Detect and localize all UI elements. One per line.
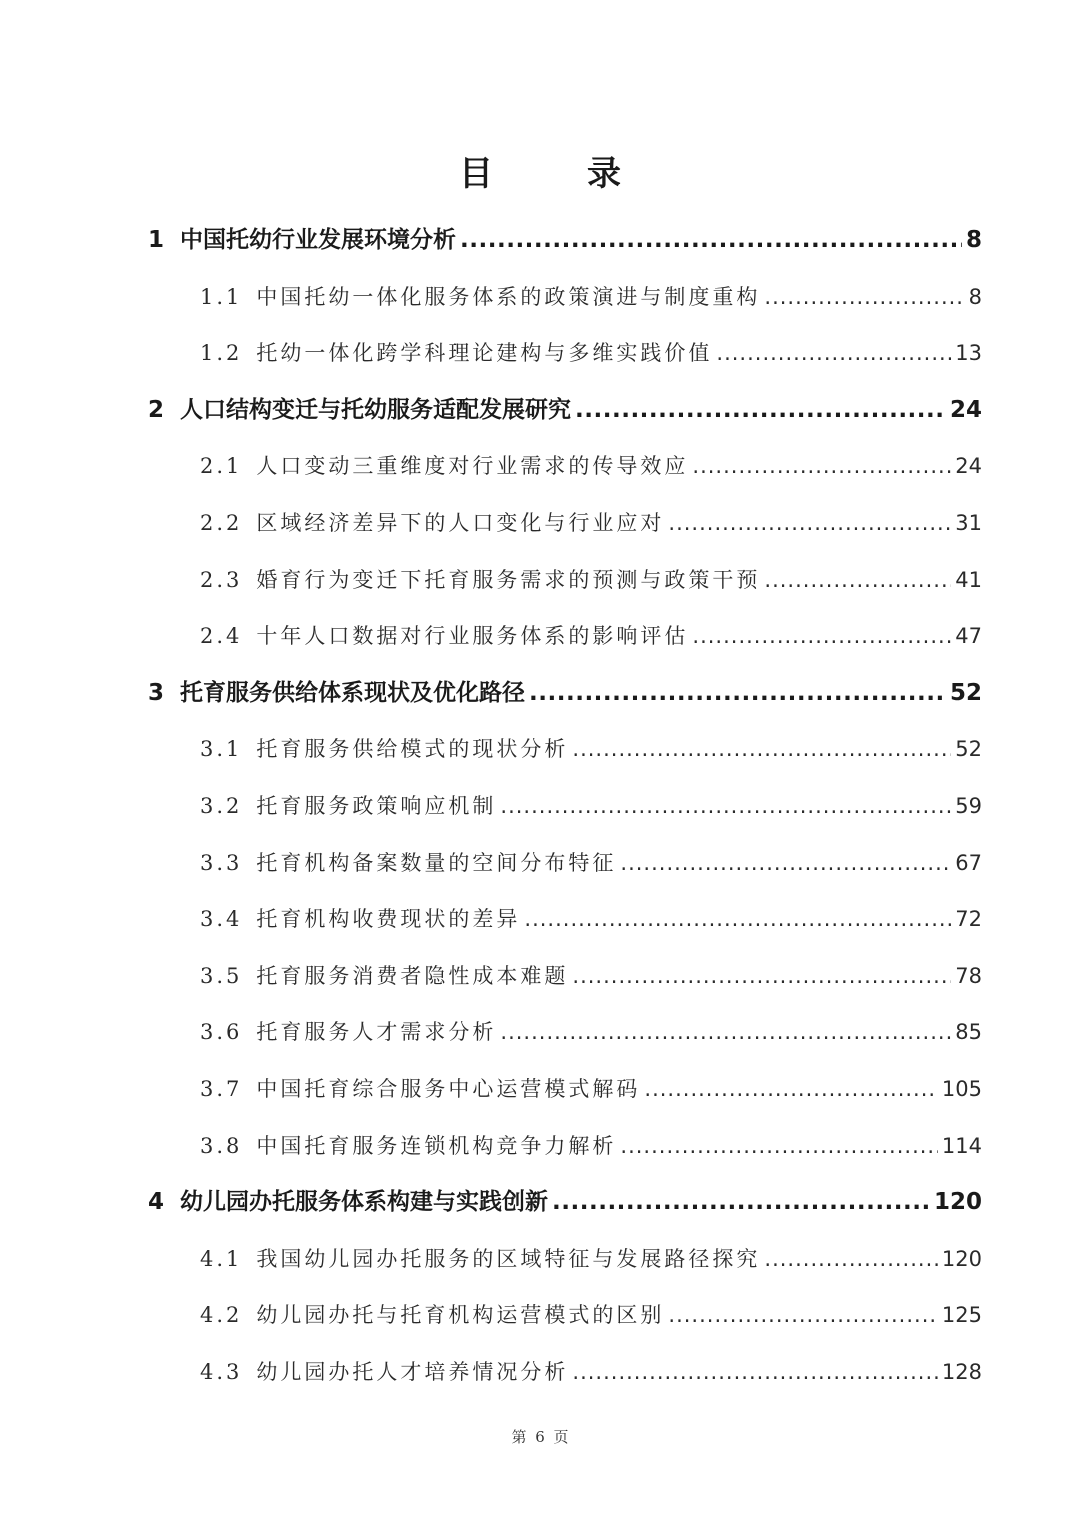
toc-dot-leader — [572, 948, 951, 1004]
toc-dot-leader — [572, 1344, 938, 1400]
toc-entry-title: 幼儿园办托与托育机构运营模式的区别 — [256, 1303, 665, 1328]
toc-entry-number: 1.2 — [200, 341, 243, 366]
toc-entry-title: 托育服务人才需求分析 — [256, 1020, 497, 1045]
toc-entry-number: 2.4 — [200, 624, 243, 649]
toc-page-number: 8 — [968, 284, 982, 309]
toc-section-entry[interactable] — [200, 1344, 982, 1400]
toc-entry-number: 3.1 — [200, 737, 243, 762]
toc-section-entry[interactable] — [200, 1004, 982, 1060]
toc-entry-title: 托育服务供给体系现状及优化路径 — [180, 679, 526, 706]
toc-chapter-entry[interactable] — [148, 1174, 982, 1230]
toc-page-number: 105 — [941, 1077, 982, 1101]
toc-entry-number: 4 — [148, 1189, 165, 1216]
toc-page-number: 78 — [955, 963, 982, 988]
toc-dot-leader — [460, 212, 962, 268]
toc-entry-number: 2.1 — [200, 454, 243, 479]
toc-section-entry[interactable] — [200, 1287, 982, 1343]
toc-entry-number: 3 — [148, 679, 165, 706]
toc-page-number: 8 — [965, 227, 982, 253]
toc-entry-number: 1.1 — [200, 284, 243, 309]
toc-dot-leader — [692, 438, 951, 494]
toc-section-entry[interactable] — [200, 891, 982, 947]
toc-section-entry[interactable] — [200, 552, 982, 608]
toc-entry-title: 区域经济差异下的人口变化与行业应对 — [256, 511, 665, 535]
toc-entry-title: 十年人口数据对行业服务体系的影响评估 — [256, 624, 689, 649]
toc-page-number: 120 — [941, 1246, 982, 1271]
toc-section-entry[interactable] — [200, 721, 982, 777]
toc-dot-leader — [764, 269, 964, 325]
toc-section-entry[interactable] — [200, 948, 982, 1004]
toc-dot-leader — [644, 1061, 938, 1117]
toc-page-number: 59 — [955, 794, 982, 818]
toc-dot-leader — [575, 382, 946, 438]
toc-dot-leader — [764, 1231, 938, 1287]
toc-entry-number: 4.2 — [200, 1303, 243, 1328]
toc-entry-title: 托育机构备案数量的空间分布特征 — [256, 850, 617, 875]
toc-dot-leader — [620, 1118, 938, 1174]
toc-dot-leader — [668, 495, 951, 551]
toc-page-number: 125 — [941, 1303, 982, 1328]
toc-dot-leader — [524, 891, 951, 947]
toc-section-entry[interactable] — [200, 778, 982, 834]
toc-page-number: 72 — [955, 907, 982, 932]
toc-entry-number: 2.3 — [200, 567, 243, 592]
toc-dot-leader — [692, 608, 951, 664]
toc-entry-title: 幼儿园办托人才培养情况分析 — [256, 1360, 569, 1384]
toc-entry-title: 婚育行为变迁下托育服务需求的预测与政策干预 — [256, 567, 761, 592]
toc-dot-leader — [529, 665, 946, 721]
toc-entry-title: 幼儿园办托服务体系构建与实践创新 — [180, 1189, 549, 1216]
toc-page-number: 31 — [955, 511, 982, 535]
toc-section-entry[interactable] — [200, 325, 982, 381]
toc-section-entry[interactable] — [200, 608, 982, 664]
toc-page-number: 67 — [955, 850, 982, 875]
toc-section-entry[interactable] — [200, 1231, 982, 1287]
toc-page-number: 128 — [941, 1360, 982, 1384]
toc-page-number: 24 — [955, 454, 982, 479]
toc-page-number: 52 — [949, 679, 982, 706]
toc-section-entry[interactable] — [200, 1118, 982, 1174]
toc-page-number: 52 — [955, 737, 982, 762]
toc-entry-number: 4.3 — [200, 1360, 243, 1384]
toc-entry-number: 3.4 — [200, 907, 243, 932]
toc-entry-title: 人口变动三重维度对行业需求的传导效应 — [256, 454, 689, 479]
toc-entry-title: 中国托育服务连锁机构竞争力解析 — [256, 1133, 617, 1158]
toc-section-entry[interactable] — [200, 495, 982, 551]
toc-entry-title: 托育服务消费者隐性成本难题 — [256, 963, 569, 988]
toc-page-number: 85 — [955, 1020, 982, 1045]
toc-entry-number: 2 — [148, 396, 165, 423]
toc-entry-title: 中国托幼行业发展环境分析 — [180, 227, 457, 253]
toc-entry-number: 3.5 — [200, 963, 243, 988]
toc-entry-number: 3.2 — [200, 794, 243, 818]
toc-dot-leader — [500, 778, 951, 834]
toc-section-entry[interactable] — [200, 269, 982, 325]
toc-entry-number: 2.2 — [200, 511, 243, 535]
toc-dot-leader — [572, 721, 951, 777]
toc-chapter-entry[interactable] — [148, 665, 982, 721]
toc-section-entry[interactable] — [200, 1061, 982, 1117]
toc-page-number: 24 — [949, 396, 982, 423]
toc-page-number: 47 — [955, 624, 982, 649]
toc-page-number: 41 — [955, 567, 982, 592]
toc-page-number: 114 — [941, 1133, 982, 1158]
page-footer: 第 6 页 — [511, 1428, 569, 1446]
toc-entry-number: 3.7 — [200, 1077, 243, 1101]
toc-entry-title: 托幼一体化跨学科理论建构与多维实践价值 — [256, 341, 713, 366]
toc-chapter-entry[interactable] — [148, 212, 982, 268]
toc-entry-number: 3.3 — [200, 850, 243, 875]
toc-entry-number: 4.1 — [200, 1246, 243, 1271]
toc-dot-leader — [716, 325, 951, 381]
toc-dot-leader — [620, 835, 951, 891]
toc-entry-number: 3.6 — [200, 1020, 243, 1045]
toc-dot-leader — [552, 1174, 930, 1230]
toc-entry-number: 3.8 — [200, 1133, 243, 1158]
toc-section-entry[interactable] — [200, 835, 982, 891]
toc-dot-leader — [668, 1287, 938, 1343]
toc-entry-title: 中国托幼一体化服务体系的政策演进与制度重构 — [256, 284, 761, 309]
toc-entry-title: 人口结构变迁与托幼服务适配发展研究 — [180, 396, 572, 423]
toc-section-entry[interactable] — [200, 438, 982, 494]
toc-dot-leader — [500, 1004, 951, 1060]
toc-entry-title: 托育机构收费现状的差异 — [256, 907, 521, 932]
toc-entry-number: 1 — [148, 227, 165, 253]
toc-dot-leader — [764, 552, 951, 608]
toc-page-number: 120 — [933, 1189, 982, 1216]
page-title: 目 录 — [459, 154, 651, 194]
toc-entry-title: 托育服务政策响应机制 — [256, 794, 497, 818]
toc-page-number: 13 — [955, 341, 982, 366]
toc-entry-title: 我国幼儿园办托服务的区域特征与发展路径探究 — [256, 1246, 761, 1271]
toc-entry-title: 托育服务供给模式的现状分析 — [256, 737, 569, 762]
toc-chapter-entry[interactable] — [148, 382, 982, 438]
toc-entry-title: 中国托育综合服务中心运营模式解码 — [256, 1077, 641, 1101]
